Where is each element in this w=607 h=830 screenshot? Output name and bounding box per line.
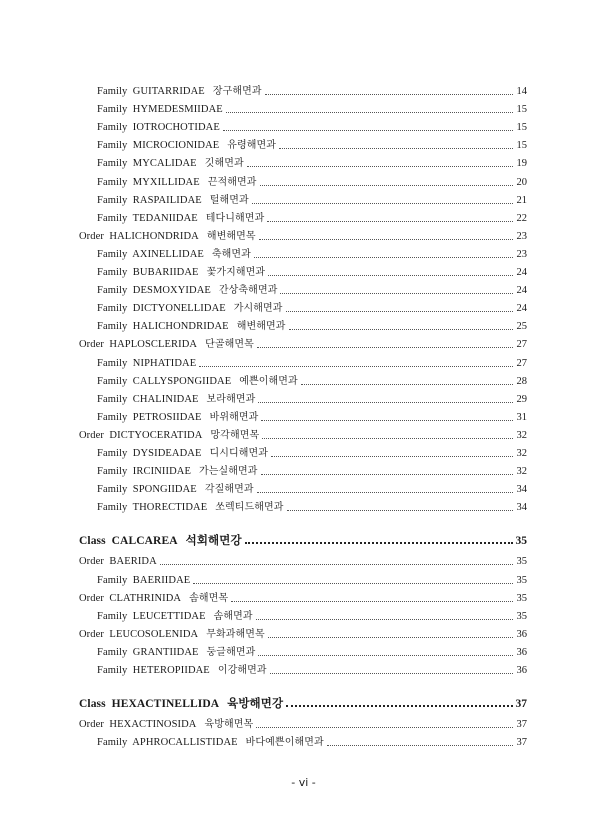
dot-leader xyxy=(258,402,513,403)
dot-leader xyxy=(270,673,513,674)
toc-entry-korean-name: 각질해면과 xyxy=(204,484,254,496)
toc-entry-family xyxy=(97,462,527,478)
toc-entry-family xyxy=(97,299,527,315)
toc-entry-korean-name: 단골해면목 xyxy=(205,339,254,351)
toc-entry-family xyxy=(97,154,527,170)
dot-leader xyxy=(279,148,513,149)
dot-leader xyxy=(261,474,513,475)
toc-entry-page: 14 xyxy=(516,86,527,97)
toc-entry-korean-name: 가는실해면과 xyxy=(198,466,258,478)
dot-leader xyxy=(265,94,513,95)
toc-entry-name: Order BAERIDA xyxy=(79,556,157,568)
toc-entry-name: Family TEDANIIDAE xyxy=(97,212,198,224)
toc-entry-family xyxy=(97,209,527,225)
toc-entry-family xyxy=(97,118,527,134)
toc-entry-family xyxy=(97,498,527,514)
toc-entry-page: 31 xyxy=(516,411,527,423)
toc-entry-page: 29 xyxy=(516,393,527,405)
dot-leader xyxy=(287,510,513,511)
toc-entry-name: Family PETROSIIDAE xyxy=(97,411,202,423)
toc-entry-page: 36 xyxy=(516,628,527,640)
toc-entry-korean-name: 육방해면목 xyxy=(204,719,254,731)
toc-entry-name: Order HAPLOSCLERIDA xyxy=(79,339,198,351)
toc-entry-order xyxy=(79,426,527,442)
toc-entry-korean-name: 털해면과 xyxy=(209,194,249,206)
toc-entry-name: Family DYSIDEADAE xyxy=(97,448,202,459)
toc-entry-page: 23 xyxy=(516,248,527,260)
toc-entry-page: 35 xyxy=(515,535,527,548)
toc-entry-korean-name: 해변해면목 xyxy=(206,230,256,242)
toc-entry-family xyxy=(97,191,527,207)
toc-entry-page: 36 xyxy=(516,646,527,658)
toc-entry-page: 21 xyxy=(516,194,527,206)
toc-entry-korean-name: 보라해면과 xyxy=(206,393,256,405)
toc-entry-name: Family NIPHATIDAE xyxy=(97,357,197,369)
toc-entry-family xyxy=(97,281,527,297)
toc-entry-page: 34 xyxy=(516,502,527,514)
toc-entry-name: Family IOTROCHOTIDAE xyxy=(97,122,220,134)
toc-entry-name: Family HYMEDESMIIDAE xyxy=(97,104,223,116)
dot-leader xyxy=(286,705,513,707)
dot-leader xyxy=(261,420,513,421)
toc-entry-name: Class CALCAREA xyxy=(79,535,178,548)
toc-entry-name: Family CHALINIDAE xyxy=(97,393,199,405)
toc-entry-name: Family THORECTIDAE xyxy=(97,502,208,514)
toc-entry-page: 35 xyxy=(516,592,527,604)
toc-entry-name: Order DICTYOCERATIDA xyxy=(79,429,203,441)
toc-entry-order xyxy=(79,552,527,568)
toc-entry-korean-name: 솜해면목 xyxy=(189,592,229,604)
dot-leader xyxy=(256,619,513,620)
toc-entry-family xyxy=(97,390,527,406)
toc-entry-family xyxy=(97,173,527,189)
toc-entry-korean-name: 이강해면과 xyxy=(217,665,267,676)
dot-leader xyxy=(280,293,513,294)
toc-entry-korean-name: 축해면과 xyxy=(211,248,251,260)
toc-entry-order xyxy=(79,715,527,731)
toc-entry-family xyxy=(97,643,527,659)
toc-entry-page: 22 xyxy=(516,212,527,224)
toc-entry-korean-name: 해변해면과 xyxy=(236,321,286,333)
toc-entry-page: 15 xyxy=(516,104,527,116)
toc-entry-name: Family DESMOXYIDAE xyxy=(97,285,211,297)
toc-entry-name: Family GUITARRIDAE xyxy=(97,86,205,97)
toc-entry-korean-name: 깃해면과 xyxy=(204,158,244,170)
toc-entry-page: 27 xyxy=(516,339,527,351)
toc-entry-page: 35 xyxy=(516,556,527,568)
dot-leader xyxy=(267,221,513,222)
toc-entry-name: Family GRANTIIDAE xyxy=(97,646,199,658)
toc-entry-class xyxy=(79,694,527,710)
toc-entry-family xyxy=(97,408,527,424)
toc-entry-family xyxy=(97,661,527,677)
toc-entry-family xyxy=(97,245,527,261)
toc-entry-family xyxy=(97,444,527,460)
toc-entry-name: Order LEUCOSOLENIDA xyxy=(79,628,199,640)
toc-entry-family xyxy=(97,372,527,388)
toc-entry-name: Family AXINELLIDAE xyxy=(97,248,204,260)
toc-entry-page: 24 xyxy=(516,303,527,315)
toc-entry-page: 19 xyxy=(516,158,527,170)
dot-leader xyxy=(256,727,513,728)
toc-entry-family xyxy=(97,136,527,152)
dot-leader xyxy=(286,311,513,312)
toc-entry-page: 32 xyxy=(516,429,527,441)
toc-entry-page: 34 xyxy=(516,484,527,496)
dot-leader xyxy=(301,384,513,385)
toc-entry-order xyxy=(79,625,527,641)
toc-entry-page: 35 xyxy=(516,574,527,586)
toc-entry-name: Family DICTYONELLIDAE xyxy=(97,303,226,315)
dot-leader xyxy=(252,203,513,204)
toc-entry-name: Class HEXACTINELLIDA xyxy=(79,698,220,711)
toc-entry-family xyxy=(97,607,527,623)
toc-entry-order xyxy=(79,227,527,243)
toc-entry-family xyxy=(97,571,527,587)
dot-leader xyxy=(257,492,513,493)
toc-entry-korean-name: 바다예쁜이해면과 xyxy=(245,737,324,749)
dot-leader xyxy=(231,601,513,602)
toc-entry-page: 32 xyxy=(516,466,527,478)
toc-entry-name: Family CALLYSPONGIIDAE xyxy=(97,375,232,387)
toc-entry-name: Order HEXACTINOSIDA xyxy=(79,719,197,731)
toc-entry-page: 28 xyxy=(516,375,527,387)
toc-entry-page: 37 xyxy=(516,719,527,731)
dot-leader xyxy=(245,542,513,544)
toc-entry-page: 25 xyxy=(516,321,527,333)
dot-leader xyxy=(268,637,513,638)
toc-entry-family xyxy=(97,263,527,279)
toc-entry-page: 20 xyxy=(516,176,527,188)
toc-entry-page: 32 xyxy=(516,448,527,459)
toc-entry-family xyxy=(97,82,527,98)
toc-entry-name: Family MYCALIDAE xyxy=(97,158,197,170)
toc-entry-family xyxy=(97,354,527,370)
toc-entry-name: Family HALICHONDRIDAE xyxy=(97,321,229,333)
dot-leader xyxy=(254,257,513,258)
toc-entry-family xyxy=(97,480,527,496)
toc-entry-korean-name: 무화과해면목 xyxy=(206,628,265,640)
toc-entry-page: 27 xyxy=(516,357,527,369)
toc-entry-page: 23 xyxy=(516,230,527,242)
dot-leader xyxy=(258,655,513,656)
toc-entry-family xyxy=(97,317,527,333)
toc-entry-name: Family LEUCETTIDAE xyxy=(97,610,206,622)
toc-entry-korean-name: 망각해면목 xyxy=(210,429,260,441)
toc-entry-korean-name: 테다니해면과 xyxy=(205,212,265,224)
toc-entry-korean-name: 디시디해면과 xyxy=(209,448,269,459)
toc-entry-name: Family BUBARIIDAE xyxy=(97,267,199,278)
dot-leader xyxy=(226,112,513,113)
toc-entry-korean-name: 쏘렉티드해면과 xyxy=(215,502,284,514)
dot-leader xyxy=(199,366,513,367)
toc-entry-page: 24 xyxy=(516,267,527,278)
dot-leader xyxy=(271,456,513,457)
toc-entry-korean-name: 석회해면강 xyxy=(185,533,242,548)
toc-entry-korean-name: 끈적해면과 xyxy=(207,176,257,188)
toc-entry-name: Family RASPAILIDAE xyxy=(97,194,202,206)
toc-entry-page: 15 xyxy=(516,122,527,134)
toc-entry-korean-name: 바위해면과 xyxy=(209,411,259,423)
dot-leader xyxy=(268,275,513,276)
toc-entry-name: Family MICROCIONIDAE xyxy=(97,140,220,152)
dot-leader xyxy=(193,583,513,584)
toc-entry-family xyxy=(97,100,527,116)
toc-entry-korean-name: 육방해면강 xyxy=(227,696,284,711)
dot-leader xyxy=(262,438,513,439)
dot-leader xyxy=(247,166,513,167)
dot-leader xyxy=(260,185,513,186)
toc-entry-page: 37 xyxy=(516,737,527,749)
toc-entry-korean-name: 꽃가지해면과 xyxy=(206,267,266,278)
toc-entry-korean-name: 장구해면과 xyxy=(212,86,262,97)
toc-entry-name: Family SPONGIIDAE xyxy=(97,484,197,496)
toc-entry-page: 15 xyxy=(516,140,527,152)
toc-entry-name: Family IRCINIIDAE xyxy=(97,466,191,478)
toc-entry-family xyxy=(97,733,527,749)
toc-entry-class xyxy=(79,531,527,547)
dot-leader xyxy=(259,239,513,240)
toc-entry-name: Order HALICHONDRIDA xyxy=(79,230,199,242)
toc-entry-korean-name: 유령해면과 xyxy=(227,140,277,152)
toc-entry-name: Family BAERIIDAE xyxy=(97,574,191,586)
dot-leader xyxy=(223,130,513,131)
toc-entry-korean-name: 솜해면과 xyxy=(213,610,253,622)
dot-leader xyxy=(289,329,513,330)
dot-leader xyxy=(160,564,513,565)
toc-entry-page: 36 xyxy=(516,665,527,676)
toc-entry-name: Order CLATHRINIDA xyxy=(79,592,182,604)
toc-entry-korean-name: 예쁜이해면과 xyxy=(239,375,298,387)
toc-entry-name: Family APHROCALLISTIDAE xyxy=(97,737,238,749)
toc-entry-name: Family HETEROPIIDAE xyxy=(97,665,210,676)
toc-entry-order xyxy=(79,589,527,605)
toc-entry-page: 24 xyxy=(516,285,527,297)
toc-entry-page: 37 xyxy=(515,698,527,711)
page-number-footer: - vi - xyxy=(291,776,316,789)
dot-leader xyxy=(257,347,513,348)
toc-entry-korean-name: 둥글해면과 xyxy=(206,646,256,658)
dot-leader xyxy=(327,745,513,746)
toc-entry-name: Family MYXILLIDAE xyxy=(97,176,200,188)
toc-entry-page: 35 xyxy=(516,610,527,622)
toc-entry-korean-name: 간상축해면과 xyxy=(218,285,278,297)
toc-entry-korean-name: 가시해면과 xyxy=(233,303,283,315)
toc-entry-order xyxy=(79,335,527,351)
